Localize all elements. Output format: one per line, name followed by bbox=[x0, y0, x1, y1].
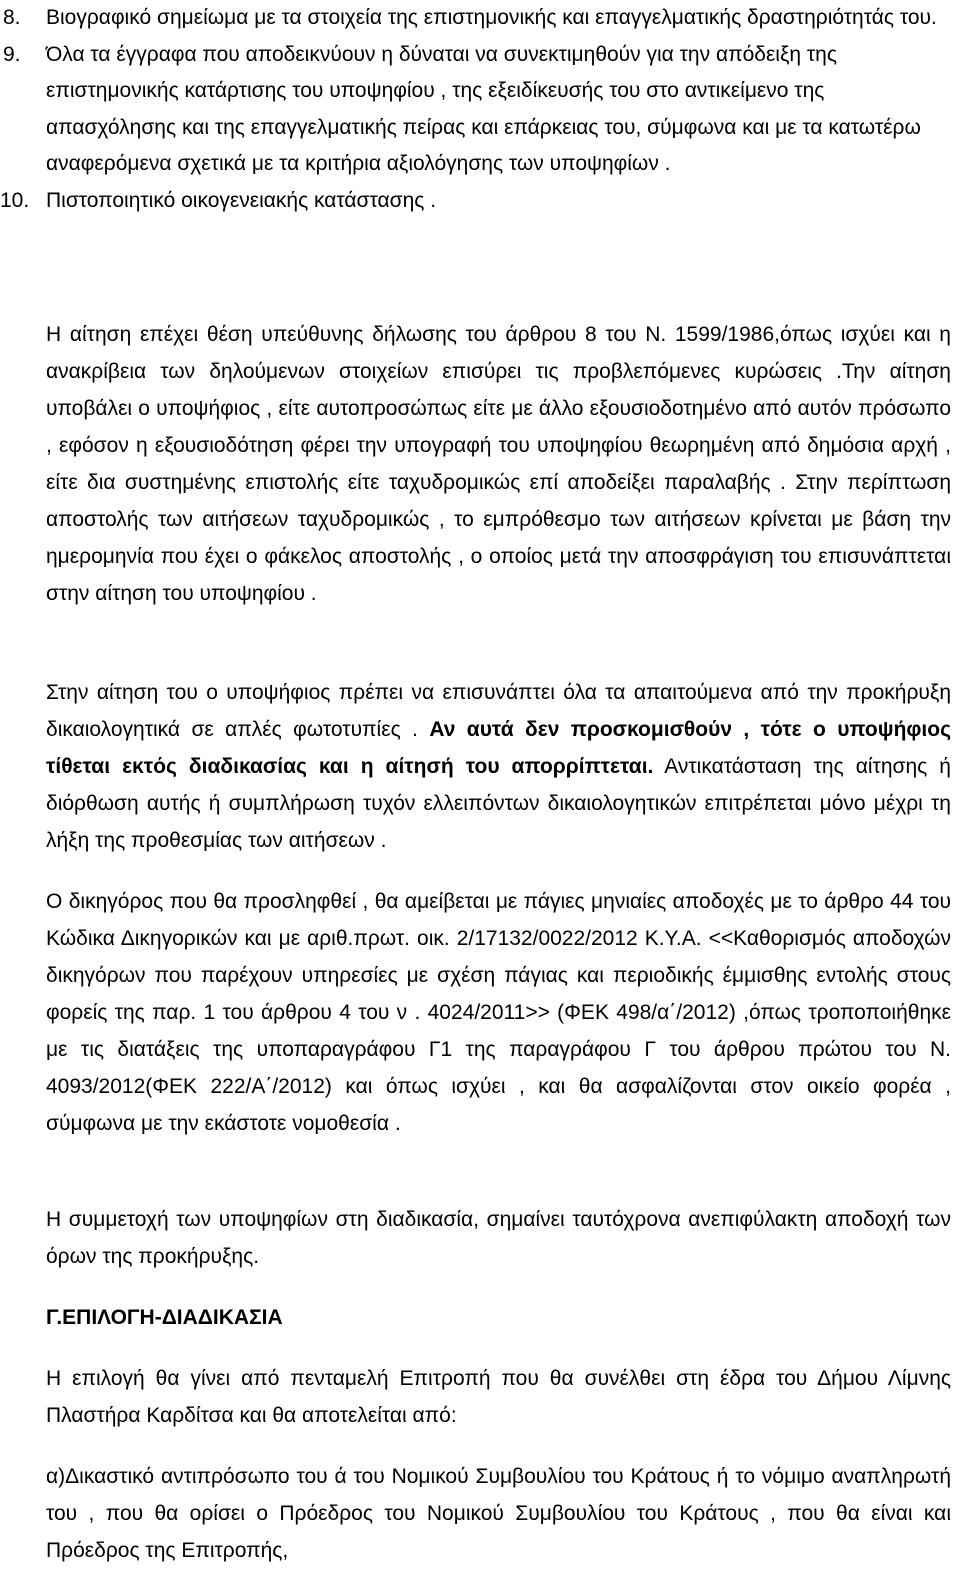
rejection-warning: Αν αυτά δεν προσκομισθούν , τότε ο υποψήφιος τίθεται εκτός διαδικασίας και η αίτησή του απορρίπτεται. bbox=[46, 718, 952, 778]
list-item-number: 10. bbox=[0, 188, 30, 212]
list-item bbox=[0, 183, 940, 220]
committee-paragraph bbox=[46, 1360, 951, 1434]
list-item-text: Πιστοποιητικό οικογενειακής κατάστασης . bbox=[46, 188, 437, 212]
list-item-text: Βιογραφικό σημείωμα με τα στοιχεία της επιστημονικής και επαγγελματικής δραστηριότητάς του. bbox=[46, 6, 937, 29]
attachments-paragraph bbox=[46, 674, 951, 859]
list-item bbox=[0, 0, 940, 37]
paragraph-text: Η αίτηση επέχει θέση υπεύθυνης δήλωσης του άρθρου 8 του Ν. 1599/1986,όπως ισχύει και η ανακρίβεια των δηλούμενων στοιχείων επισύρει τις προβλεπόμενες κυρώσεις .Την αίτηση υποβάλει ο υποψήφιος , είτε αυτοπροσώπως είτε με άλλο εξουσιοδοτημένο από αυτόν πρόσωπο , εφόσον η εξουσιοδότηση φέρει την υπογραφή του υποψηφίου θεωρημένη από δημόσια αρχή , είτε δια συστημένης επιστολής είτε ταχυδρομικώς επί αποδείξει παραλαβής . Στην περίπτωση αποστολής των αιτήσεων ταχυδρομικώς , το εμπρόθεσμο των αιτήσεων κρίνεται με βάση την ημερομηνία που έχει ο φάκελος αποστολής , ο οποίος μετά την αποσφράγιση του επισυνάπτεται στην αίτηση του υποψηφίου . bbox=[46, 323, 951, 605]
solemn-declaration-paragraph bbox=[46, 316, 951, 612]
list-item-text: Όλα τα έγγραφα που αποδεικνύουν η δύναται να συνεκτιμηθούν για την απόδειξη της επιστημονικής κατάρτισης του υποψηφίου , της εξειδίκευσής του στο αντικείμενο της απασχόλησης και της επαγγελματικής πείρας και επάρκειας του, σύμφωνα και με τα κατωτέρω αναφερόμενα σχετικά με τα κριτήρια αξιολόγησης των υποψηφίων . bbox=[46, 42, 921, 175]
requirements-list bbox=[0, 0, 940, 219]
list-item bbox=[0, 37, 940, 183]
list-item-number: 8. bbox=[3, 6, 21, 29]
paragraph-text bbox=[46, 674, 951, 859]
paragraph-text: Η επιλογή θα γίνει από πενταμελή Επιτροπή που θα συνέλθει στη έδρα του Δήμου Λίμνης Πλαστήρα Καρδίτσα και θα αποτελείται από: bbox=[46, 1367, 951, 1427]
paragraph-text: α)Δικαστικό αντιπρόσωπο του ά του Νομικού Συμβουλίου του Κράτους ή το νόμιμο αναπληρωτή του , που θα ορίσει ο Πρόεδρος του Νομικού Συμβουλίου του Κράτους , που θα είναι και Πρόεδρος της Επιτροπής, bbox=[46, 1465, 951, 1562]
lawyer-remuneration-paragraph bbox=[46, 883, 951, 1142]
participation-paragraph bbox=[46, 1201, 951, 1275]
paragraph-text-end: Αντικατάσταση της αίτησης ή διόρθωση αυτής ή συμπλήρωση τυχόν ελλειπόντων δικαιολογητικών επιτρέπεται μόνο μέχρι τη λήξη της προθεσμίας των αιτήσεων . bbox=[46, 755, 951, 852]
section-heading: Γ.ΕΠΙΛΟΓΗ-ΔΙΑΔΙΚΑΣΙΑ bbox=[46, 1306, 283, 1329]
list-item-number: 9. bbox=[3, 42, 21, 66]
paragraph-text-start: Στην αίτηση του ο υποψήφιος πρέπει να επισυνάπτει όλα τα απαιτούμενα από την προκήρυξη δικαιολογητικά σε απλές φωτοτυπίες . bbox=[46, 681, 951, 741]
committee-member-paragraph bbox=[46, 1458, 951, 1569]
paragraph-text: Ο δικηγόρος που θα προσληφθεί , θα αμείβεται με πάγιες μηνιαίες αποδοχές με το άρθρο 44 του Κώδικα Δικηγορικών και με αριθ.πρωτ. οικ. 2/17132/0022/2012 Κ.Υ.Α. <<Καθορισμός αποδοχών δικηγόρων που παρέχουν υπηρεσίες με σχέση πάγιας και περιοδικής έμμισθης εντολής στους φορείς της παρ. 1 του άρθρου 4 του ν . 4024/2011>> (ΦΕΚ 498/α΄/2012) ,όπως τροποποιήθηκε με τις διατάξεις της υποπαραγράφου Γ1 της παραγράφου Γ του άρθρου πρώτου του Ν. 4093/2012(ΦΕΚ 222/Α΄/2012) και όπως ισχύει , και θα ασφαλίζονται στον οικείο φορέα , σύμφωνα με την εκάστοτε νομοθεσία . bbox=[46, 890, 951, 1135]
paragraph-text: Η συμμετοχή των υποψηφίων στη διαδικασία, σημαίνει ταυτόχρονα ανεπιφύλακτη αποδοχή των όρων της προκήρυξης. bbox=[46, 1208, 951, 1268]
